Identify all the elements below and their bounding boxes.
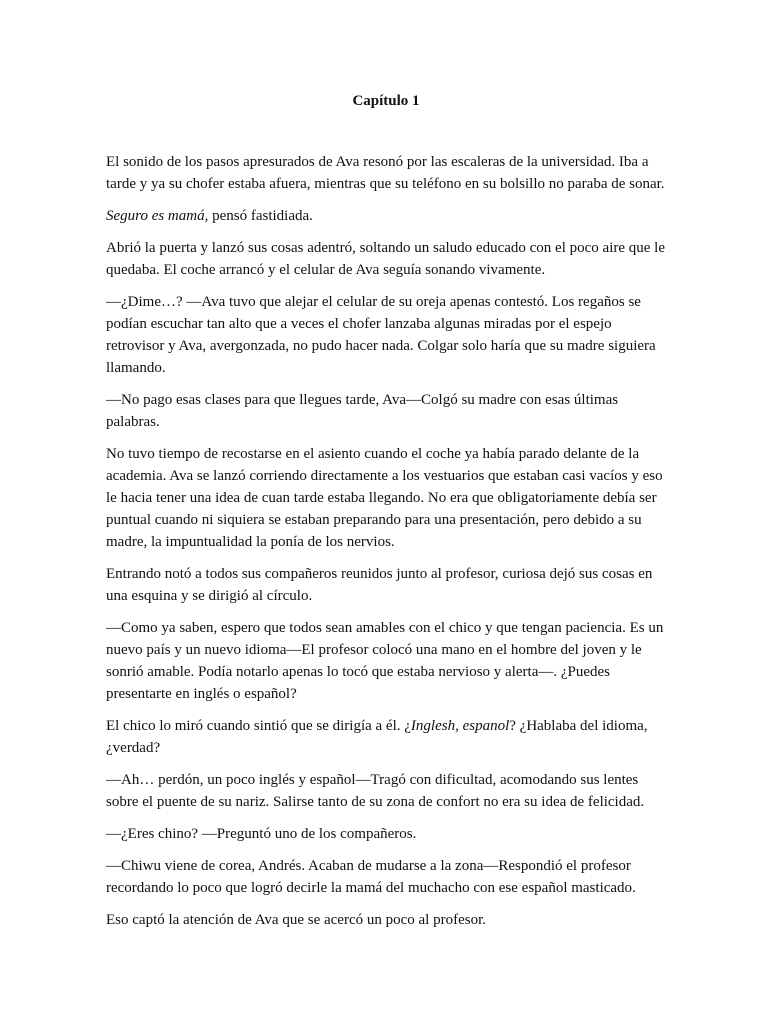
chapter-title: Capítulo 1 xyxy=(352,93,420,109)
paragraph-7-text: Entrando notó a todos sus compañeros reunidos junto al profesor, curiosa dejó sus cosas en una esquina y se dirigió al círculo. xyxy=(106,566,653,604)
paragraph-3-text: Abrió la puerta y lanzó sus cosas adentró, soltando un saludo educado con el poco aire que le quedaba. El coche arrancó y el celular de Ava seguía sonando vivamente. xyxy=(106,240,665,278)
paragraph-1-text: El sonido de los pasos apresurados de Ava resonó por las escaleras de la universidad. Iba a tarde y ya su chofer estaba afuera, mientras que su teléfono en su bolsillo no paraba de sonar. xyxy=(106,154,665,192)
paragraph-9-italic: Inglesh, espanol xyxy=(410,718,510,734)
paragraph-5-text: —No pago esas clases para que llegues tarde, Ava—Colgó su madre con esas últimas palabras. xyxy=(106,392,619,430)
paragraph-12 xyxy=(106,855,666,899)
paragraph-10 xyxy=(106,769,666,813)
paragraph-13 xyxy=(106,909,666,931)
paragraph-1 xyxy=(106,151,666,195)
paragraph-13-text: Eso captó la atención de Ava que se acercó un poco al profesor. xyxy=(106,912,486,928)
paragraph-12-text: —Chiwu viene de corea, Andrés. Acaban de mudarse a la zona—Respondió el profesor recordando lo poco que logró decirle la mamá del muchacho con ese español masticado. xyxy=(106,858,636,896)
paragraph-2 xyxy=(106,205,666,227)
paragraph-2-text: , pensó fastidiada. xyxy=(204,208,313,224)
paragraph-2-italic: Seguro es mamá xyxy=(106,208,205,224)
paragraph-7 xyxy=(106,563,666,607)
paragraph-9-text: ? ¿Hablaba del idioma, ¿verdad? xyxy=(106,718,648,756)
paragraph-6 xyxy=(106,443,666,553)
paragraph-4-text: —¿Dime…? —Ava tuvo que alejar el celular de su oreja apenas contestó. Los regaños se podían escuchar tan alto que a veces el chofer lanzaba algunas miradas por el espejo retrovisor y Ava, avergonzada, no pudo hacer nada. Colgar solo haría que su madre siguiera llamando. xyxy=(106,294,656,376)
paragraph-6-text: No tuvo tiempo de recostarse en el asiento cuando el coche ya había parado delante de la academia. Ava se lanzó corriendo directamente a los vestuarios que estaban casi vacíos y eso le hacia tener una idea de cuan tarde estaba llegando. No era que obligatoriamente debía ser puntual cuando ni siquiera se estaban preparando para una presentación, pero debido a su madre, la impuntualidad la ponía de los nervios. xyxy=(106,446,663,550)
paragraph-4 xyxy=(106,291,666,379)
paragraph-9 xyxy=(106,715,666,759)
paragraph-10-text: —Ah… perdón, un poco inglés y español—Tragó con dificultad, acomodando sus lentes sobre el puente de su nariz. Salirse tanto de su zona de confort no era su idea de felicidad. xyxy=(106,772,645,810)
paragraph-5 xyxy=(106,389,666,433)
paragraph-9-before: El chico lo miró cuando sintió que se dirigía a él. ¿ xyxy=(106,718,411,734)
paragraph-3 xyxy=(106,237,666,281)
paragraph-11-text: —¿Eres chino? —Preguntó uno de los compañeros. xyxy=(106,826,417,842)
chapter-body xyxy=(106,151,666,941)
paragraph-8 xyxy=(106,617,666,705)
paragraph-8-text: —Como ya saben, espero que todos sean amables con el chico y que tengan paciencia. Es un nuevo país y un nuevo idioma—El profesor colocó una mano en el hombre del joven y le sonrió amable. Podía notarlo apenas lo tocó que estaba nervioso y alerta—. ¿Puedes presentarte en inglés o español? xyxy=(106,620,664,702)
paragraph-11 xyxy=(106,823,666,845)
